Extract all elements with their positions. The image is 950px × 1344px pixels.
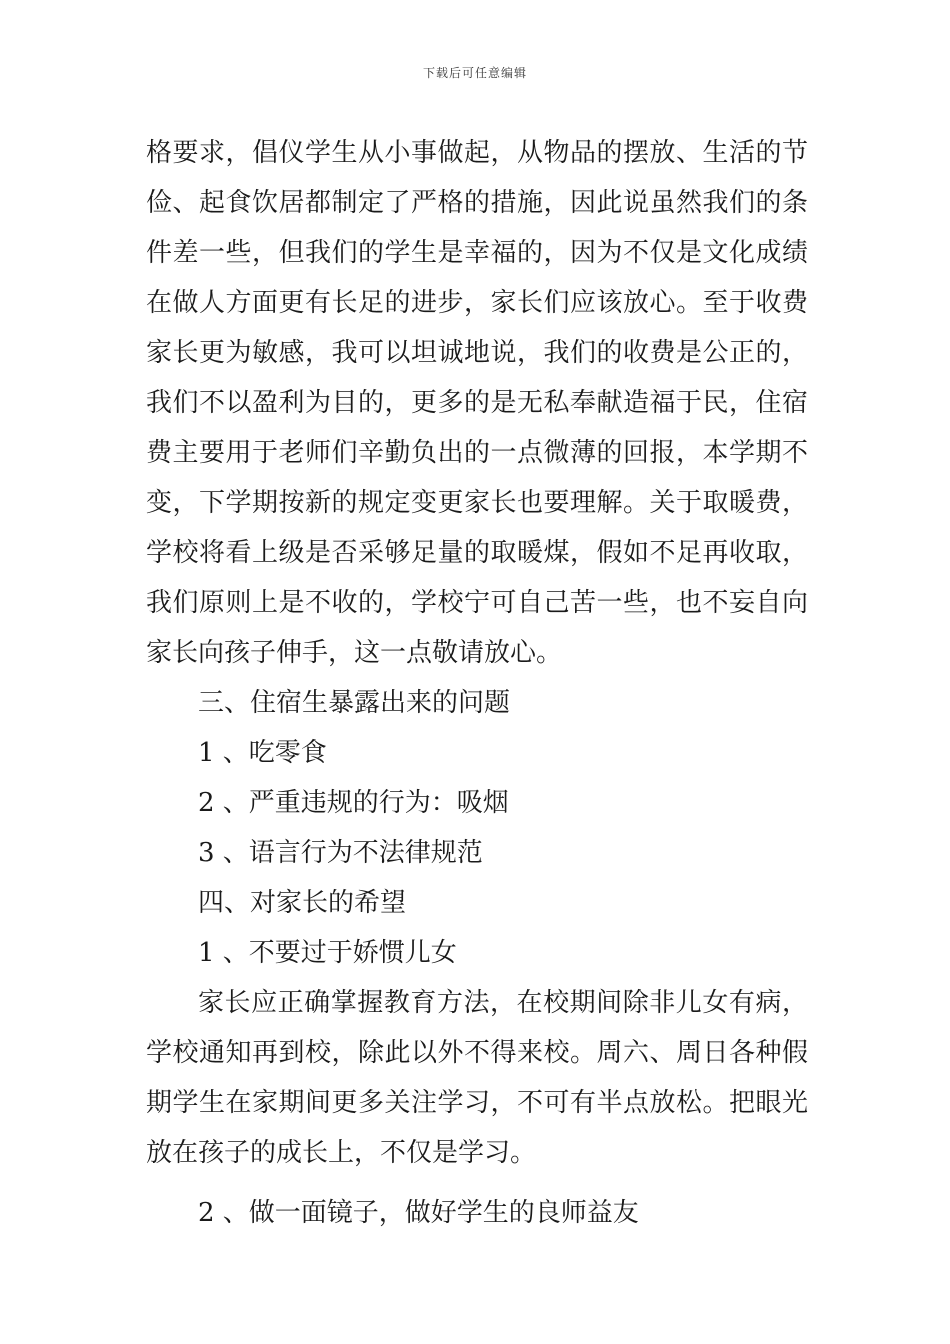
body-line: 格要求，倡仪学生从小事做起，从物品的摆放、生活的节 <box>146 138 808 168</box>
body-line: 学校通知再到校，除此以外不得来校。周六、周日各种假 <box>146 1038 808 1068</box>
list-item: 2 、严重违规的行为：吸烟 <box>198 788 509 818</box>
section-heading: 三、住宿生暴露出来的问题 <box>198 688 511 718</box>
body-line: 在做人方面更有长足的进步，家长们应该放心。至于收费 <box>146 288 808 318</box>
body-line: 学校将看上级是否采够足量的取暖煤，假如不足再收取， <box>146 538 808 568</box>
body-line: 我们不以盈利为目的，更多的是无私奉献造福于民，住宿 <box>146 388 808 418</box>
body-line: 家长更为敏感，我可以坦诚地说，我们的收费是公正的， <box>146 338 808 368</box>
list-item: 3 、语言行为不法律规范 <box>198 838 483 868</box>
list-item: 1 、不要过于娇惯儿女 <box>198 938 457 968</box>
body-line: 我们原则上是不收的，学校宁可自己苦一些，也不妄自向 <box>146 588 808 618</box>
body-line: 放在孩子的成长上，不仅是学习。 <box>146 1138 537 1168</box>
section-heading: 四、对家长的希望 <box>198 888 407 918</box>
body-line: 变，下学期按新的规定变更家长也要理解。关于取暖费， <box>146 488 808 518</box>
list-item: 2 、做一面镜子，做好学生的良师益友 <box>198 1198 639 1228</box>
body-line: 家长向孩子伸手，这一点敬请放心。 <box>146 638 563 668</box>
body-line: 件差一些，但我们的学生是幸福的，因为不仅是文化成绩 <box>146 238 808 268</box>
page-header: 下载后可任意编辑 <box>422 66 527 80</box>
document-body <box>146 128 808 1238</box>
body-line: 家长应正确掌握教育方法，在校期间除非儿女有病， <box>198 988 808 1018</box>
body-line: 俭、起食饮居都制定了严格的措施，因此说虽然我们的条 <box>146 188 808 218</box>
body-line: 费主要用于老师们辛勤负出的一点微薄的回报，本学期不 <box>146 438 808 468</box>
list-item: 1 、吃零食 <box>198 738 327 768</box>
body-line: 期学生在家期间更多关注学习，不可有半点放松。把眼光 <box>146 1088 808 1118</box>
